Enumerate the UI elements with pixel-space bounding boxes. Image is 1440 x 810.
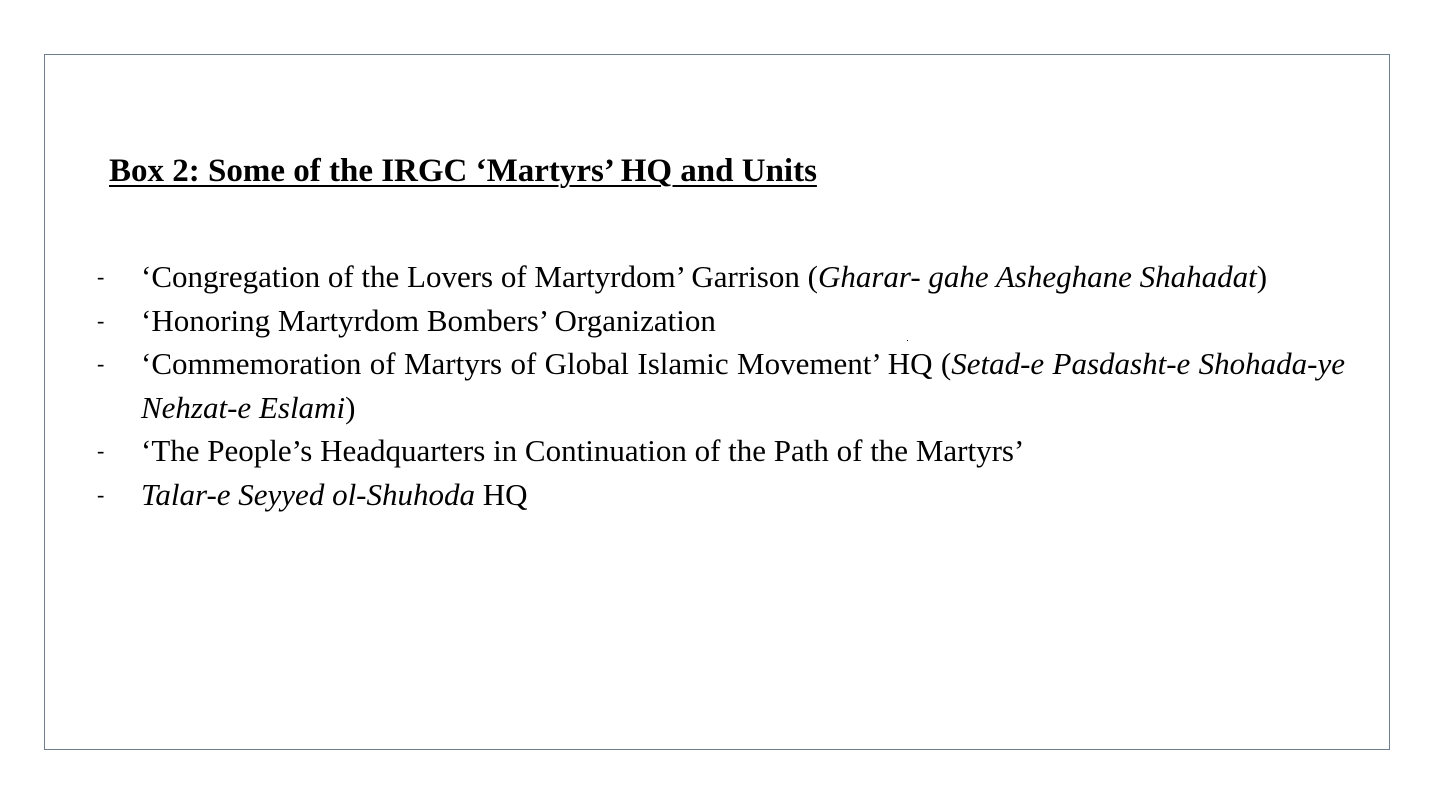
item-text: ‘Congregation of the Lovers of Martyrdom’ Garrison ( <box>141 259 818 294</box>
item-text-after: ) <box>345 389 356 425</box>
list-item <box>97 342 1345 429</box>
item-text-after: ) <box>1256 259 1268 294</box>
item-text: ‘Honoring Martyrdom Bombers’ Organization <box>141 302 716 338</box>
item-italic-text: Talar-e Seyyed ol-Shuhoda <box>141 476 476 512</box>
item-text: ‘Commemoration of Martyrs of Global Islamic Movement’ HQ ( <box>141 346 952 381</box>
text-box <box>44 54 1390 750</box>
item-list <box>97 255 1345 516</box>
box-title: Box 2: Some of the IRGC ‘Martyrs’ HQ and Units <box>109 153 817 189</box>
list-item <box>97 255 1345 299</box>
list-item <box>97 429 1345 473</box>
bullet-dash-icon: - <box>97 438 105 463</box>
bullet-dash-icon: - <box>97 481 105 507</box>
list-item <box>97 299 1345 343</box>
item-italic-text: Setad-e Pasdasht-e Shohada-ye Nehzat-e Eslami <box>141 346 1345 425</box>
bullet-dash-icon: - <box>97 351 105 376</box>
stray-dot <box>907 340 908 341</box>
item-text-after: HQ <box>475 476 528 512</box>
item-italic-text: Gharar- gahe Asheghane Shahadat <box>817 259 1257 294</box>
bullet-dash-icon: - <box>97 307 105 333</box>
bullet-dash-icon: - <box>97 264 105 289</box>
item-text: ‘The People’s Headquarters in Continuation of the Path of the Martyrs’ <box>141 433 1025 468</box>
list-item <box>97 473 1345 517</box>
